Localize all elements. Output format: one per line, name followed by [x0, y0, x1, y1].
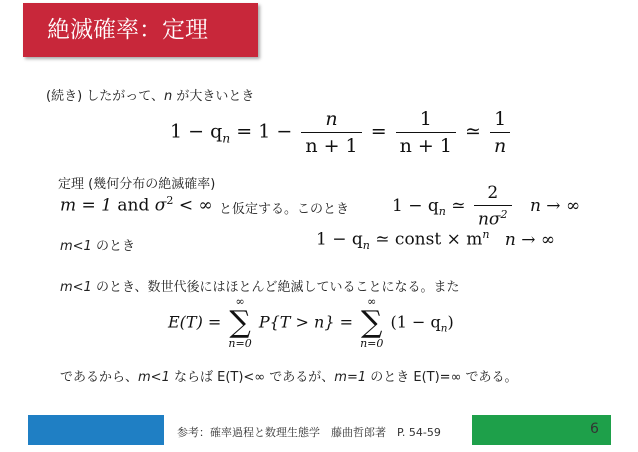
equation-3: $1 - q_n$ ≃ const × $m^n$ n → ∞	[316, 228, 556, 253]
footer-reference: 参考：確率過程と数理生態学 藤曲哲郎著 P. 54-59	[177, 426, 441, 439]
fraction-1-over-n-plus-1: $\frac{1}{n + 1}$	[396, 108, 456, 157]
continued-tail: が大きいとき	[172, 89, 255, 104]
equation-4: E(T) = ∞ ∑ n=0 P{T > n} = ∞ ∑ n=0 $(1 - q_n)$	[168, 295, 454, 350]
fraction-n-over-n-plus-1: $\frac{n}{n + 1}$	[301, 108, 361, 157]
equation-2: $1 - q_n$ ≃ $\frac{2}{n\sigma^2}$ n → ∞	[392, 183, 581, 230]
case2-line: m<1 のとき、数世代後にはほとんど絶滅していることになる。また	[60, 280, 460, 295]
assumption-text: と仮定する。このとき	[219, 202, 350, 217]
conclusion-line: であるから、m<1 ならば E(T)<∞ であるが、m=1 のとき E(T)=∞ である。	[60, 370, 518, 385]
footer-blue-bar	[28, 415, 164, 445]
assumption-formula: m = 1 and $\sigma^2$ < ∞	[60, 194, 213, 216]
summation-1: ∞ ∑ n=0	[228, 295, 252, 350]
summation-2: ∞ ∑ n=0	[360, 295, 384, 350]
theorem-heading: 定理 (幾何分布の絶滅確率)	[58, 177, 216, 192]
continued-line	[46, 85, 254, 104]
continued-text: (続き) したがって、	[46, 89, 165, 104]
fraction-2-over-n-sigma2: $\frac{2}{n\sigma^2}$	[474, 183, 512, 230]
continued-n: n	[164, 89, 173, 104]
page-number: 6	[590, 421, 599, 437]
case1-line: m<1 のとき	[60, 239, 135, 254]
slide-title: 絶滅確率：定理	[23, 3, 258, 57]
fraction-1-over-n: $\frac{1}{n}$	[490, 108, 510, 157]
equation-1: $1 - q_n = 1$ − $\frac{n}{n + 1}$ = $\frac{1}{n + 1}$ ≃ $\frac{1}{n}$	[170, 108, 513, 157]
